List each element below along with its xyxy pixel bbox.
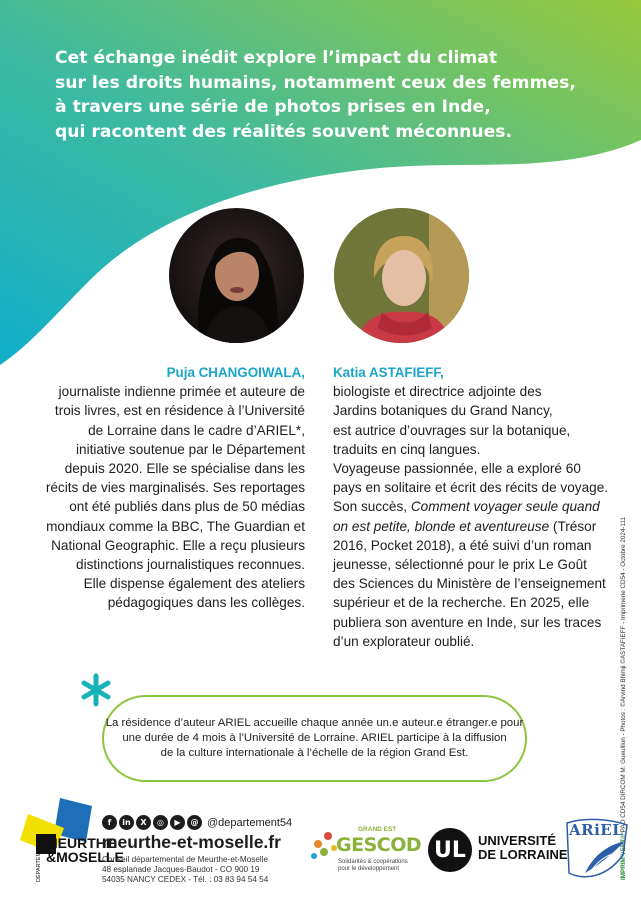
website-link[interactable]: meurthe-et-moselle.fr: [102, 832, 281, 852]
profile-name: Puja CHANGOIWALA,: [166, 365, 305, 380]
book-title: Comment voyager seule quand: [410, 499, 600, 515]
profile-line: trois livres, est en résidence à l’Université: [54, 403, 305, 419]
address-line: Conseil départemental de Meurthe-et-Moselle: [102, 855, 269, 864]
profile-line: est autrice d’ouvrages sur la botanique,: [333, 422, 571, 438]
postal-address: [102, 855, 268, 885]
profile-text: (Trésor: [549, 518, 597, 534]
profile-line: Elle dispense également des ateliers: [83, 576, 305, 592]
gescod-title: GESCOD: [336, 834, 422, 856]
profile-line: de Lorraine dans le cadre d’ARIEL*,: [88, 422, 305, 438]
facebook-icon[interactable]: f: [102, 815, 117, 830]
profile-line: journaliste indienne primée et auteure de: [58, 384, 305, 400]
social-links: [102, 815, 292, 830]
intro-line: sur les droits humains, notamment ceux des femmes,: [55, 72, 576, 93]
department-label: DÉPARTEMENT: [36, 840, 42, 882]
gescod-region: GRAND EST: [358, 826, 397, 833]
notice-line: une durée de 4 mois à l’Université de Lorraine. ARIEL participe à la diffusion: [122, 731, 507, 744]
address-line: 48 esplanade Jacques-Baudot - CO 900 19: [102, 865, 260, 874]
profile-text: Son succès,: [333, 499, 411, 515]
profile-line: [333, 517, 633, 536]
profile-line: pédagogiques dans les collèges.: [107, 595, 305, 611]
profile-line: jeunesse, sélectionné pour le prix Le Goût: [333, 557, 587, 573]
gescod-tagline: [338, 859, 408, 872]
intro-line: qui racontent des réalités souvent méconnues.: [55, 121, 513, 142]
linkedin-icon[interactable]: in: [119, 815, 134, 830]
ul-name-line: DE LORRAINE: [478, 847, 568, 862]
profile-line: distinctions journalistiques reconnues.: [76, 557, 305, 573]
profile-line: 2016, Pocket 2018), a été suivi d’un roman: [333, 537, 592, 553]
portrait-puja-changoiwala: [169, 208, 304, 343]
imprim-vert-label: IMPRIM’VERT®: [620, 834, 627, 880]
intro-line: à travers une série de photos prises en Inde,: [55, 97, 491, 117]
notice-line: La résidence d’auteur ARIEL accueille chaque année un.e auteur.e étranger.e pour: [105, 716, 524, 729]
profile-line: depuis 2020. Elle se spécialise dans les: [64, 461, 305, 477]
profile-line: initiative soutenue par le Département: [76, 441, 305, 457]
book-title: on est petite, blonde et aventureuse: [333, 518, 550, 534]
credit-text: PAO CD54 DIRCOM M. Gueullion - Photos : ©Arvind Bhimji ©ASTAFIEFF - Imprimerie CD54 - Octobre 2024-111: [620, 516, 627, 833]
profile-line: Jardins botaniques du Grand Nancy,: [333, 403, 553, 419]
address-line: 54035 NANCY CEDEX - Tél. : 03 83 94 54 54: [102, 875, 269, 884]
profile-line: traduits en cinq langues.: [333, 441, 481, 457]
profile-line: supérieur et de la recherche. En 2025, elle: [333, 595, 590, 611]
department-name-line: MEURTHE: [46, 835, 116, 851]
ariel-notice: [102, 695, 527, 782]
notice-line: de la culture internationale à l’échelle de la région Grand Est.: [160, 747, 469, 760]
intro-line: Cet échange inédit explore l’impact du climat: [55, 48, 498, 68]
profile-line: ont été publiés dans plus de 50 médias: [69, 499, 305, 515]
ul-name-line: UNIVERSITÉ: [478, 833, 557, 848]
universite-lorraine-name: [478, 834, 568, 862]
profile-katia-astafieff: [333, 363, 633, 651]
profile-line: des Sciences du Ministère de l’enseignement: [333, 576, 606, 592]
profile-line: d’un explorateur oublié.: [333, 633, 475, 649]
threads-icon[interactable]: @: [187, 815, 202, 830]
profile-line: biologiste et directrice adjointe des: [333, 384, 542, 400]
profile-line: [333, 497, 633, 516]
x-icon[interactable]: X: [136, 815, 151, 830]
instagram-icon[interactable]: ◎: [153, 815, 168, 830]
department-name-line: &MOSELLE: [46, 849, 124, 865]
gescod-tagline-line: Solidarités & coopérations: [338, 859, 408, 865]
profile-line: Voyageuse passionnée, elle a exploré 60: [333, 461, 581, 477]
social-handle[interactable]: @departement54: [207, 816, 293, 829]
profile-line: publiera son aventure en Inde, sur les traces: [333, 614, 602, 630]
ariel-wordmark: ARiEL: [569, 821, 624, 839]
profile-line: National Geographic. Elle a reçu plusieurs: [51, 537, 305, 553]
profile-line: récits de vies marginalisés. Ses reportages: [45, 480, 305, 496]
profile-line: pays en solitaire et écrit des récits de voyage.: [333, 480, 609, 496]
universite-lorraine-logo: UL: [428, 828, 472, 872]
intro-text: [55, 46, 575, 144]
profile-name: Katia ASTAFIEFF,: [333, 365, 444, 380]
portrait-katia-astafieff: [334, 208, 469, 343]
gescod-tagline-line: pour le développement: [338, 865, 400, 872]
profile-puja-changoiwala: [45, 363, 305, 613]
youtube-icon[interactable]: ▶: [170, 815, 185, 830]
asterisk-icon: [78, 672, 114, 708]
profile-line: mondiaux comme la BBC, The Guardian et: [46, 518, 305, 534]
